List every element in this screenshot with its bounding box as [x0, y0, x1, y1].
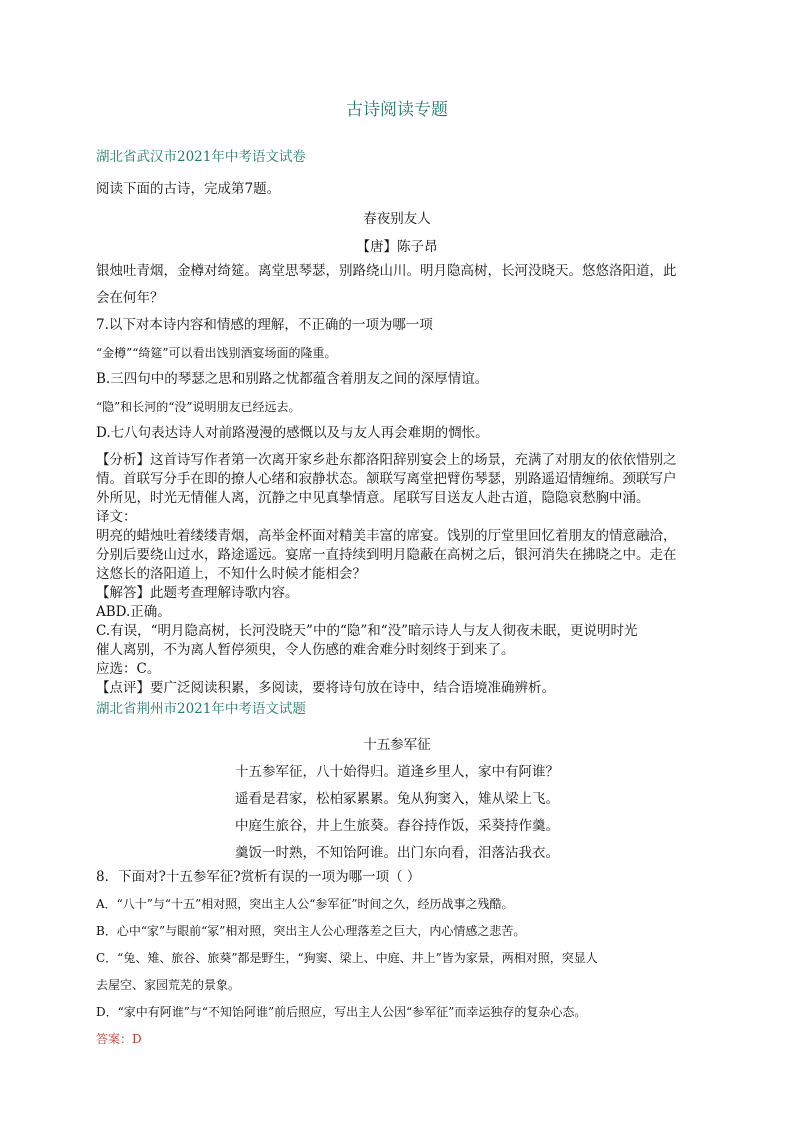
translation-line: 这悠长的洛阳道上，不知什么时候才能相会？: [96, 566, 366, 582]
poem-line: 遥看是君家，松柏冢累累。兔从狗窦入，雉从梁上飞。: [235, 791, 559, 807]
solution-line: C.有误，“明月隐高树，长河没晓天”中的“隐”和“没”暗示诗人与友人彻夜未眠，更说明时光: [96, 623, 638, 639]
solution-line: ABD.正确。: [96, 604, 171, 620]
analysis-line: 外所见，时光无情催人离，沉静之中见真挚情意。尾联写目送友人赴古道，隐隐哀愁胸中涌。: [96, 490, 650, 506]
section-heading-wuhan: 湖北省武汉市2021年中考语文试卷: [96, 149, 306, 165]
comment-line: 【点评】要广泛阅读积累，多阅读，要将诗句放在诗中，结合语境准确辨析。: [96, 680, 555, 696]
analysis-line: 【分析】这首诗写作者第一次离开家乡赴东都洛阳辞别宴会上的场景，充满了对朋友的依依惜别之: [96, 452, 677, 468]
option-d: D.七八句表达诗人对前路漫漫的感慨以及与友人再会难期的惆怅。: [96, 425, 489, 441]
option-a: “金樽”“绮筵”可以看出饯别酒宴场面的隆重。: [96, 346, 337, 360]
question-8: 8．下面对?十五参军征?赏析有误的一项为哪一项（ ）: [96, 869, 421, 885]
analysis-line: 情。首联写分手在即的撩人心绪和寂静状态。颔联写离堂把臂伤琴瑟，别路遥迢情缠绵。颈联写户: [96, 471, 677, 487]
poem-author: 【唐】陈子昂: [356, 239, 438, 255]
option-b: B.三四句中的琴瑟之思和别路之忧都蕴含着朋友之间的深厚情谊。: [96, 371, 489, 387]
reading-instruction: 阅读下面的古诗，完成第7题。: [96, 181, 281, 197]
translation-line: 明亮的蜡烛吐着缕缕青烟，高举金杯面对精美丰富的席宴。饯别的厅堂里回忆着朋友的情意融洽，: [96, 528, 677, 544]
answer-line: 应选：C。: [96, 661, 161, 677]
poem-line: 会在何年？: [96, 290, 164, 306]
translation-label: 译文：: [96, 509, 137, 525]
poem-line: 十五参军征，八十始得归。道逢乡里人，家中有阿谁？: [235, 764, 559, 780]
translation-line: 分别后要绕山过水，路途遥远。宴席一直持续到明月隐蔽在高树之后，银河消失在拂晓之中。走在: [96, 547, 677, 563]
poem-line: 银烛吐青烟，金樽对绮筵。离堂思琴瑟，别路绕山川。明月隐高树，长河没晓天。悠悠洛阳道，此: [96, 263, 677, 279]
question-7: 7.以下对本诗内容和情感的理解，不正确的一项为哪一项: [96, 317, 433, 333]
answer-label: 答案：D: [96, 1032, 142, 1046]
poem-title: 十五参军征: [363, 737, 431, 753]
solution-line: 【解答】此题考查理解诗歌内容。: [96, 585, 299, 601]
poem-line: 羹饭一时熟，不知饴阿谁。出门东向看，泪落沾我衣。: [235, 845, 559, 861]
option-c: C．“兔、雉、旅谷、旅葵”都是野生，“狗窦、梁上、中庭、井上”皆为家景，两相对照，突显人: [96, 951, 598, 965]
poem-line: 中庭生旅谷，井上生旅葵。舂谷持作饭，采葵持作羹。: [235, 818, 559, 834]
document-title: 古诗阅读专题: [346, 100, 448, 120]
option-c: “隐”和长河的“没”说明朋友已经远去。: [96, 400, 301, 414]
poem-title: 春夜别友人: [363, 211, 431, 227]
section-heading-jingzhou: 湖北省荆州市2021年中考语文试题: [96, 701, 306, 717]
option-b: B．心中“家”与眼前“冢”相对照，突出主人公心理落差之巨大，内心情感之悲苦。: [96, 924, 526, 938]
option-d: D．“家中有阿谁”与“不知饴阿谁”前后照应，写出主人公因“参军征”而幸运独存的复杂心态。: [96, 1005, 587, 1019]
solution-line: 催人离别，不为离人暂停须臾，令人伤感的难舍难分时刻终于到来了。: [96, 642, 515, 658]
option-a: A．“八十”与“十五”相对照，突出主人公“参军征”时间之久，经历战事之残酷。: [96, 897, 514, 911]
option-c-continued: 去屋空、家园荒芜的景象。: [96, 978, 241, 992]
